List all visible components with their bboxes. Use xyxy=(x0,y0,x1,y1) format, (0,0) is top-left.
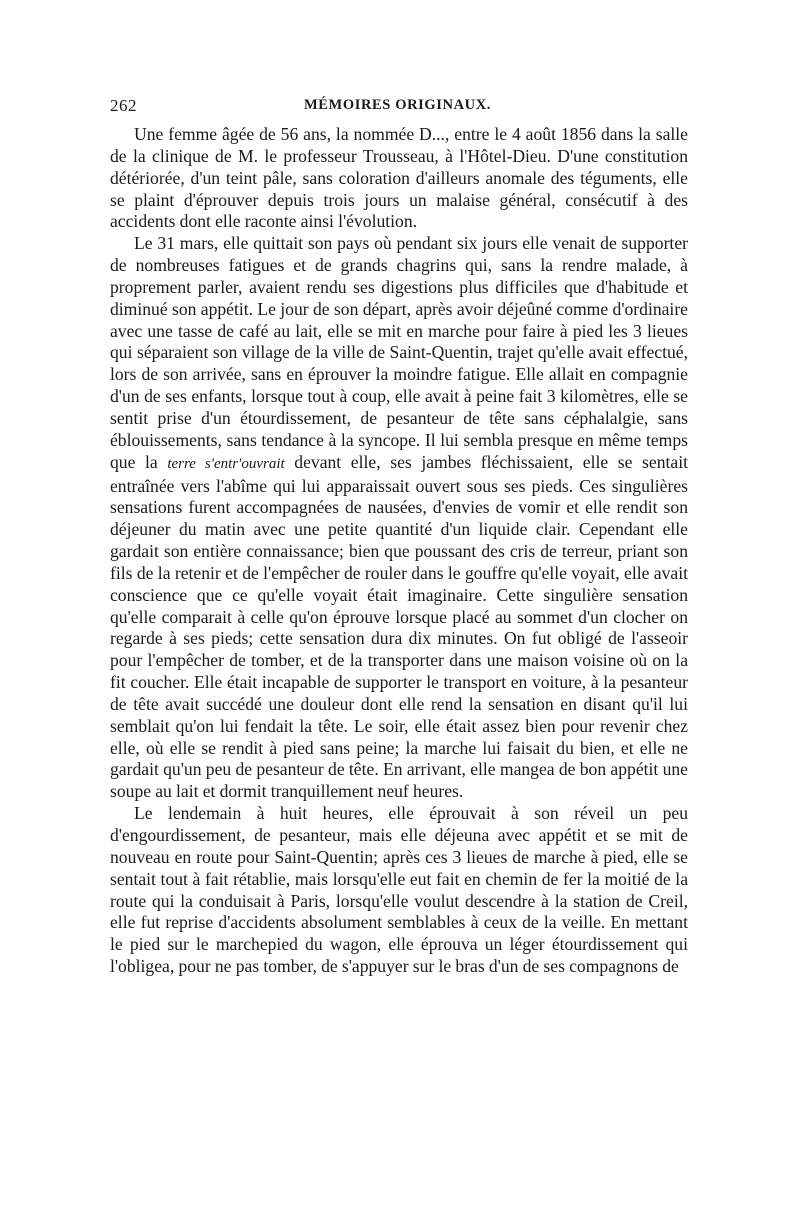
body-text xyxy=(110,124,688,978)
paragraph-text: Le lendemain à huit heures, elle éprouvait à son réveil un peu d'engourdissement, de pesanteur, mais elle déjeuna avec appétit et se mit de nouveau en route pour Saint-Quentin; après ces 3 lieues de marche à pied, elle se sentait tout à fait rétablie, mais lorsqu'elle eut fait en chemin de fer la moitié de la route qui la conduisait à Paris, lorsqu'elle voulut descendre à la station de Creil, elle fut reprise d'accidents absolument semblables à ceux de la veille. En mettant le pied sur le marchepied du wagon, elle éprouva un léger étourdissement qui l'obligea, pour ne pas tomber, de s'appuyer sur le bras d'un de ses compagnons de xyxy=(110,803,688,977)
running-title: MÉMOIRES ORIGINAUX. xyxy=(304,97,492,113)
paragraph-text: Une femme âgée de 56 ans, la nommée D..., entre le 4 août 1856 dans la salle de la clinique de M. le professeur Trousseau, à l'Hôtel-Dieu. D'une constitution détériorée, d'un teint pâle, sans coloration d'ailleurs anomale des téguments, elle se plaint d'éprouver depuis trois jours un malaise général, consécutif à des accidents dont elle raconte ainsi l'évolution. xyxy=(110,124,688,232)
italic-phrase: terre s'entr'ouvrait xyxy=(167,455,285,472)
paragraph-text: Le 31 mars, elle quittait son pays où pendant six jours elle venait de supporter de nombreuses fatigues et de grands chagrins qui, sans la rendre malade, à proprement parler, avaient rendu ses digestions plus difficiles que d'habitude et diminué son appétit. Le jour de son départ, après avoir déjeûné comme d'ordinaire avec une tasse de café au lait, elle se mit en marche pour faire à pied les 3 lieues qui séparaient son village de la ville de Saint-Quentin, trajet qu'elle avait effectué, lors de son arrivée, sans en éprouver la moindre fatigue. Elle allait en compagnie d'un de ses enfants, lorsque tout à coup, elle avait à peine fait 3 kilomètres, elle se sentit prise d'un étourdissement, de pesanteur de tête sans céphalalgie, sans éblouissements, sans tendance à la syncope. Il lui sembla presque en même temps que la xyxy=(110,233,688,472)
paragraph xyxy=(110,803,688,978)
paragraph-text: devant elle, ses jambes fléchissaient, elle se sentait entraînée vers l'abîme qui lui apparaissait ouvert sous ses pieds. Ces singulières sensations furent accompagnées de nausées, d'envies de vomir et elle rendit son déjeuner du matin avec une petite quantité d'un liquide clair. Cependant elle gardait son entière connaissance; bien que poussant des cris de terreur, priant son fils de la retenir et de l'empêcher de rouler dans le gouffre qu'elle voyait, elle avait conscience que ce qu'elle voyait était imaginaire. Cette singulière sensation qu'elle comparait à celle qu'on éprouve lorsque placé au sommet d'un clocher on regarde à ses pieds; cette sensation dura dix minutes. On fut obligé de l'asseoir pour l'empêcher de tomber, et de la transporter dans une maison voisine où on la fit coucher. Elle était incapable de supporter le transport en voiture, à la pesanteur de tête avait succédé une douleur dont elle rend la sensation en disant qu'il lui semblait qu'on lui fendait la tête. Le soir, elle était assez bien pour revenir chez elle, où elle se rendit à pied sans peine; la marche lui faisait du bien, et elle ne gardait qu'un peu de pesanteur de tête. En arrivant, elle mangea de bon appétit une soupe au lait et dormit tranquillement neuf heures. xyxy=(110,451,688,802)
running-head xyxy=(110,96,688,120)
paragraph xyxy=(110,233,688,803)
page xyxy=(110,96,688,978)
page-number: 262 xyxy=(110,96,137,115)
paragraph xyxy=(110,124,688,233)
